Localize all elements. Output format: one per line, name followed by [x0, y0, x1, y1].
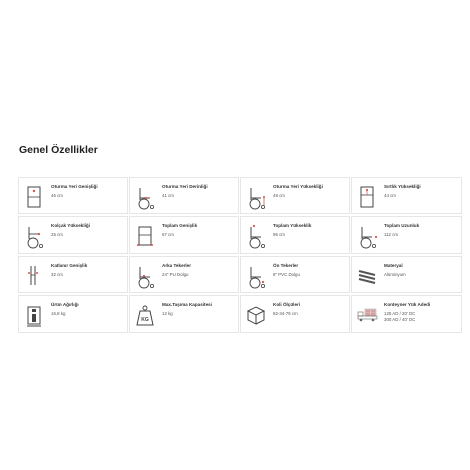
spec-label: Materyal [384, 263, 403, 268]
product-weight-icon [24, 300, 44, 328]
spec-card-front-wheels [240, 256, 350, 293]
armrest-height-icon [24, 221, 44, 249]
box-icon [246, 300, 266, 328]
spec-label: Toplam Genişlik [162, 223, 198, 228]
spec-card-folded-width [18, 256, 128, 293]
spec-label: Katlanır Genişlik [51, 263, 88, 268]
spec-card-backrest-height [351, 177, 462, 214]
seat-height-icon [246, 182, 266, 210]
rear-wheel-icon [135, 261, 155, 289]
spec-label: Oturma Yeri Derinliği [162, 184, 208, 189]
spec-value: 8" PVC Dolgu [273, 272, 300, 277]
spec-card-total-height [240, 216, 350, 254]
spec-label: Arka Tekerler [162, 263, 192, 268]
spec-label: Ön Tekerler [273, 263, 299, 268]
kg-weight-icon [135, 300, 155, 328]
total-width-icon [135, 221, 155, 249]
spec-label: Max.Taşıma Kapasitesi [162, 302, 212, 307]
svg-text:KG: KG [141, 317, 149, 323]
spec-value: 95 cm [273, 232, 285, 237]
spec-value: 32 cm [51, 272, 63, 277]
material-tubes-icon [357, 261, 377, 289]
spec-label: Sırtlık Yüksekliği [384, 184, 421, 189]
spec-value: 46 cm [51, 193, 63, 198]
spec-value: 82-34-79 cm [273, 311, 298, 316]
spec-value: Alüminyum [384, 272, 406, 277]
spec-card-seat-height [240, 177, 350, 214]
spec-card-total-length [351, 216, 462, 254]
front-wheel-icon [246, 261, 266, 289]
section-title: Genel Özellikler [19, 144, 98, 156]
spec-card-seat-depth [129, 177, 239, 214]
seat-depth-icon [135, 182, 155, 210]
spec-card-material [351, 256, 462, 293]
spec-card-container-load [351, 295, 462, 333]
spec-label: Kolçak Yüksekliği [51, 223, 90, 228]
spec-label: Koli Ölçüleri [273, 302, 301, 307]
spec-label: Oturma Yeri Yüksekliği [273, 184, 323, 189]
total-height-icon [246, 221, 266, 249]
spec-value: 48 cm [273, 193, 285, 198]
spec-value: 67 cm [162, 232, 174, 237]
spec-label: Toplam Uzunluk [384, 223, 420, 228]
spec-card-armrest-height [18, 216, 128, 254]
spec-value: 16,8 kg [51, 311, 66, 316]
spec-card-box-dimensions [240, 295, 350, 333]
spec-card-max-capacity [129, 295, 239, 333]
container-truck-icon [355, 300, 379, 328]
spec-label: Oturma Yeri Genişliği [51, 184, 98, 189]
backrest-height-icon [357, 182, 377, 210]
spec-card-seat-width [18, 177, 128, 214]
spec-label: Konteyner Yük Adedi [384, 302, 431, 307]
spec-value: 112 cm [384, 232, 399, 237]
total-length-icon [357, 221, 377, 249]
spec-value: 125 AD / 20' DC [384, 311, 416, 316]
spec-card-product-weight [18, 295, 128, 333]
spec-value: 41 cm [162, 193, 174, 198]
spec-label: Ürün Ağırlığı [51, 302, 79, 307]
folded-width-icon [24, 261, 44, 289]
spec-value-secondary: 300 AD / 40' DC [384, 317, 416, 322]
spec-card-rear-wheels [129, 256, 239, 293]
spec-value: 44 cm [384, 193, 396, 198]
spec-grid [18, 177, 463, 333]
seat-width-icon [24, 182, 44, 210]
spec-label: Toplam Yükseklik [273, 223, 312, 228]
spec-card-total-width [129, 216, 239, 254]
spec-value: 12 kg [162, 311, 173, 316]
spec-value: 25 cm [51, 232, 63, 237]
spec-value: 24" PU Dolgu [162, 272, 189, 277]
